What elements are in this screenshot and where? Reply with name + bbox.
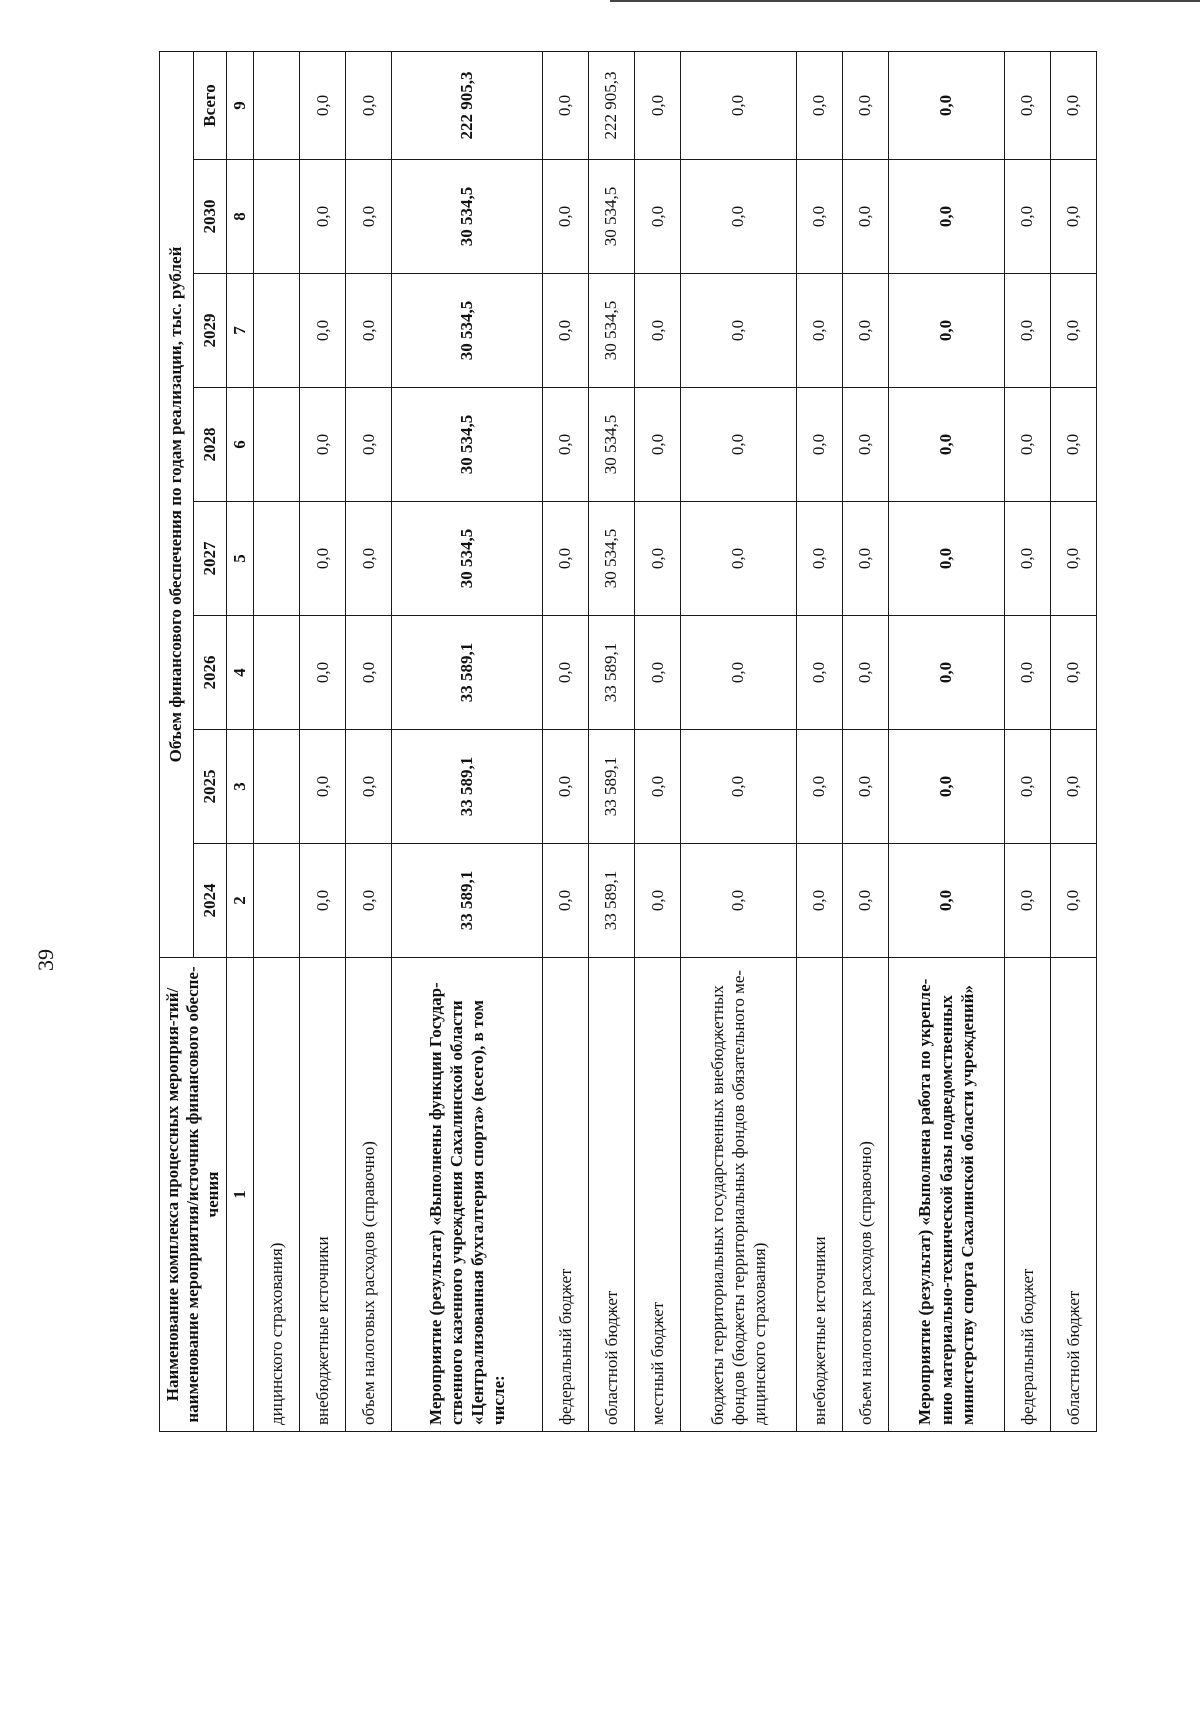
value-cell: 0,0 bbox=[542, 274, 588, 388]
value-cell: 0,0 bbox=[889, 616, 1005, 730]
value-cell: 0,0 bbox=[300, 616, 346, 730]
value-cell: 30 534,5 bbox=[392, 388, 542, 502]
value-cell: 0,0 bbox=[796, 616, 842, 730]
value-cell: 0,0 bbox=[542, 388, 588, 502]
value-cell: 0,0 bbox=[681, 616, 797, 730]
header-year: 2025 bbox=[193, 730, 227, 844]
funding-table-rotated bbox=[159, 52, 1084, 1432]
header-year: 2030 bbox=[193, 160, 227, 274]
value-cell: 0,0 bbox=[1050, 388, 1096, 502]
value-cell: 33 589,1 bbox=[588, 730, 634, 844]
value-cell: 33 589,1 bbox=[392, 616, 542, 730]
value-cell: 33 589,1 bbox=[588, 844, 634, 958]
value-cell: 0,0 bbox=[796, 502, 842, 616]
column-index: 4 bbox=[227, 616, 254, 730]
value-cell: 30 534,5 bbox=[392, 160, 542, 274]
row-name-cell: местный бюджет bbox=[635, 958, 681, 1432]
value-cell: 0,0 bbox=[635, 274, 681, 388]
page-number: 39 bbox=[33, 949, 58, 971]
column-index: 1 bbox=[227, 958, 254, 1432]
row-name-cell: объем налоговых расходов (справочно) bbox=[346, 958, 392, 1432]
value-cell: 0,0 bbox=[889, 274, 1005, 388]
table-row bbox=[254, 52, 300, 1432]
row-name-cell: внебюджетные источники bbox=[796, 958, 842, 1432]
value-cell: 30 534,5 bbox=[392, 274, 542, 388]
value-cell: 30 534,5 bbox=[588, 388, 634, 502]
value-cell: 0,0 bbox=[796, 52, 842, 160]
value-cell: 0,0 bbox=[1050, 52, 1096, 160]
value-cell: 0,0 bbox=[635, 730, 681, 844]
column-index: 7 bbox=[227, 274, 254, 388]
table-body bbox=[254, 52, 1097, 1432]
header-funding-group: Объем финансового обеспечения по годам реализации, тыс. рублей bbox=[160, 52, 194, 958]
value-cell: 0,0 bbox=[346, 502, 392, 616]
value-cell bbox=[254, 274, 300, 388]
value-cell: 0,0 bbox=[542, 616, 588, 730]
value-cell: 33 589,1 bbox=[588, 616, 634, 730]
value-cell: 0,0 bbox=[1050, 730, 1096, 844]
header-year: 2027 bbox=[193, 502, 227, 616]
value-cell: 222 905,3 bbox=[392, 52, 542, 160]
value-cell: 0,0 bbox=[889, 160, 1005, 274]
value-cell: 0,0 bbox=[542, 502, 588, 616]
value-cell: 0,0 bbox=[300, 52, 346, 160]
row-name-cell: областной бюджет bbox=[1050, 958, 1096, 1432]
row-name-cell: объем налоговых расходов (справочно) bbox=[842, 958, 888, 1432]
value-cell: 0,0 bbox=[796, 274, 842, 388]
value-cell: 0,0 bbox=[681, 502, 797, 616]
value-cell: 0,0 bbox=[635, 388, 681, 502]
table-row bbox=[542, 52, 588, 1432]
value-cell: 30 534,5 bbox=[588, 274, 634, 388]
table-row bbox=[635, 52, 681, 1432]
value-cell: 0,0 bbox=[681, 730, 797, 844]
value-cell: 0,0 bbox=[1004, 160, 1050, 274]
table-row bbox=[392, 52, 542, 1432]
column-index-row bbox=[227, 52, 254, 1432]
value-cell: 0,0 bbox=[889, 388, 1005, 502]
value-cell: 0,0 bbox=[300, 160, 346, 274]
table-row bbox=[346, 52, 392, 1432]
value-cell: 0,0 bbox=[635, 616, 681, 730]
value-cell: 0,0 bbox=[1004, 388, 1050, 502]
table-row bbox=[1004, 52, 1050, 1432]
column-index: 6 bbox=[227, 388, 254, 502]
value-cell: 0,0 bbox=[889, 502, 1005, 616]
value-cell: 0,0 bbox=[542, 160, 588, 274]
table-row bbox=[588, 52, 634, 1432]
value-cell: 0,0 bbox=[346, 274, 392, 388]
scan-edge-line bbox=[610, 0, 1200, 2]
row-name-cell: федеральный бюджет bbox=[1004, 958, 1050, 1432]
value-cell: 222 905,3 bbox=[588, 52, 634, 160]
value-cell: 0,0 bbox=[635, 502, 681, 616]
value-cell: 0,0 bbox=[300, 730, 346, 844]
value-cell: 0,0 bbox=[842, 844, 888, 958]
row-name-cell: федеральный бюджет bbox=[542, 958, 588, 1432]
value-cell: 30 534,5 bbox=[588, 502, 634, 616]
table-row bbox=[681, 52, 797, 1432]
header-year: 2029 bbox=[193, 274, 227, 388]
value-cell: 0,0 bbox=[1004, 730, 1050, 844]
value-cell: 0,0 bbox=[1004, 616, 1050, 730]
value-cell: 30 534,5 bbox=[588, 160, 634, 274]
header-year: 2026 bbox=[193, 616, 227, 730]
value-cell: 0,0 bbox=[681, 388, 797, 502]
table-row bbox=[842, 52, 888, 1432]
value-cell: 0,0 bbox=[346, 730, 392, 844]
column-index: 2 bbox=[227, 844, 254, 958]
value-cell: 0,0 bbox=[681, 160, 797, 274]
value-cell: 0,0 bbox=[796, 844, 842, 958]
value-cell: 0,0 bbox=[300, 274, 346, 388]
value-cell: 0,0 bbox=[346, 844, 392, 958]
value-cell: 0,0 bbox=[300, 844, 346, 958]
value-cell: 0,0 bbox=[542, 730, 588, 844]
row-name-cell: областной бюджет bbox=[588, 958, 634, 1432]
row-name-cell: бюджеты территориальных государственных внебюджетных фондов (бюджеты территориальных фондов обязательного ме-дицинского страхования) bbox=[681, 958, 797, 1432]
value-cell: 30 534,5 bbox=[392, 502, 542, 616]
value-cell: 0,0 bbox=[635, 844, 681, 958]
value-cell: 0,0 bbox=[842, 52, 888, 160]
value-cell bbox=[254, 616, 300, 730]
value-cell: 0,0 bbox=[1050, 502, 1096, 616]
value-cell: 0,0 bbox=[889, 730, 1005, 844]
value-cell: 0,0 bbox=[635, 52, 681, 160]
header-total: Всего bbox=[193, 52, 227, 160]
value-cell: 0,0 bbox=[1004, 502, 1050, 616]
value-cell: 0,0 bbox=[889, 844, 1005, 958]
value-cell bbox=[254, 502, 300, 616]
value-cell: 0,0 bbox=[842, 388, 888, 502]
value-cell: 0,0 bbox=[842, 730, 888, 844]
header-year: 2028 bbox=[193, 388, 227, 502]
column-index: 3 bbox=[227, 730, 254, 844]
value-cell: 0,0 bbox=[346, 52, 392, 160]
value-cell: 0,0 bbox=[889, 52, 1005, 160]
table-row bbox=[889, 52, 1005, 1432]
column-index: 8 bbox=[227, 160, 254, 274]
value-cell bbox=[254, 52, 300, 160]
value-cell: 0,0 bbox=[635, 160, 681, 274]
column-index: 5 bbox=[227, 502, 254, 616]
value-cell: 0,0 bbox=[681, 274, 797, 388]
value-cell: 0,0 bbox=[842, 502, 888, 616]
row-name-cell: Мероприятие (результат) «Выполнена работа по укрепле-нию материально-технической базы подведомственных министерству спорта Сахалинской области учреждений» bbox=[889, 958, 1005, 1432]
value-cell bbox=[254, 844, 300, 958]
value-cell: 0,0 bbox=[796, 730, 842, 844]
value-cell: 0,0 bbox=[796, 160, 842, 274]
value-cell: 0,0 bbox=[542, 52, 588, 160]
value-cell: 0,0 bbox=[542, 844, 588, 958]
value-cell: 0,0 bbox=[681, 52, 797, 160]
value-cell: 0,0 bbox=[1004, 274, 1050, 388]
row-name-cell: Мероприятие (результат) «Выполнены функции Государ-ственного казенного учреждения Сахалинской области «Централизованная бухгалтерия спорта» (всего), в том числе: bbox=[392, 958, 542, 1432]
value-cell: 0,0 bbox=[1050, 274, 1096, 388]
value-cell: 0,0 bbox=[346, 616, 392, 730]
row-name-cell: дицинского страхования) bbox=[254, 958, 300, 1432]
value-cell bbox=[254, 730, 300, 844]
value-cell: 0,0 bbox=[1004, 52, 1050, 160]
header-year: 2024 bbox=[193, 844, 227, 958]
value-cell: 0,0 bbox=[1050, 844, 1096, 958]
value-cell: 0,0 bbox=[842, 160, 888, 274]
table-header bbox=[160, 52, 254, 1432]
value-cell: 0,0 bbox=[1004, 844, 1050, 958]
table-row bbox=[796, 52, 842, 1432]
value-cell: 0,0 bbox=[300, 502, 346, 616]
value-cell: 0,0 bbox=[300, 388, 346, 502]
value-cell: 0,0 bbox=[842, 274, 888, 388]
column-index: 9 bbox=[227, 52, 254, 160]
table-row bbox=[300, 52, 346, 1432]
funding-table bbox=[159, 51, 1097, 1432]
value-cell bbox=[254, 388, 300, 502]
value-cell: 0,0 bbox=[1050, 616, 1096, 730]
value-cell: 0,0 bbox=[346, 388, 392, 502]
value-cell: 0,0 bbox=[346, 160, 392, 274]
value-cell: 33 589,1 bbox=[392, 730, 542, 844]
row-name-cell: внебюджетные источники bbox=[300, 958, 346, 1432]
value-cell: 0,0 bbox=[1050, 160, 1096, 274]
table-row bbox=[1050, 52, 1096, 1432]
value-cell: 0,0 bbox=[681, 844, 797, 958]
value-cell: 0,0 bbox=[842, 616, 888, 730]
value-cell: 0,0 bbox=[796, 388, 842, 502]
value-cell bbox=[254, 160, 300, 274]
header-name-column: Наименование комплекса процессных мероприя-тий/наименование мероприятия/источник финансового обеспе-чения bbox=[160, 958, 227, 1432]
value-cell: 33 589,1 bbox=[392, 844, 542, 958]
